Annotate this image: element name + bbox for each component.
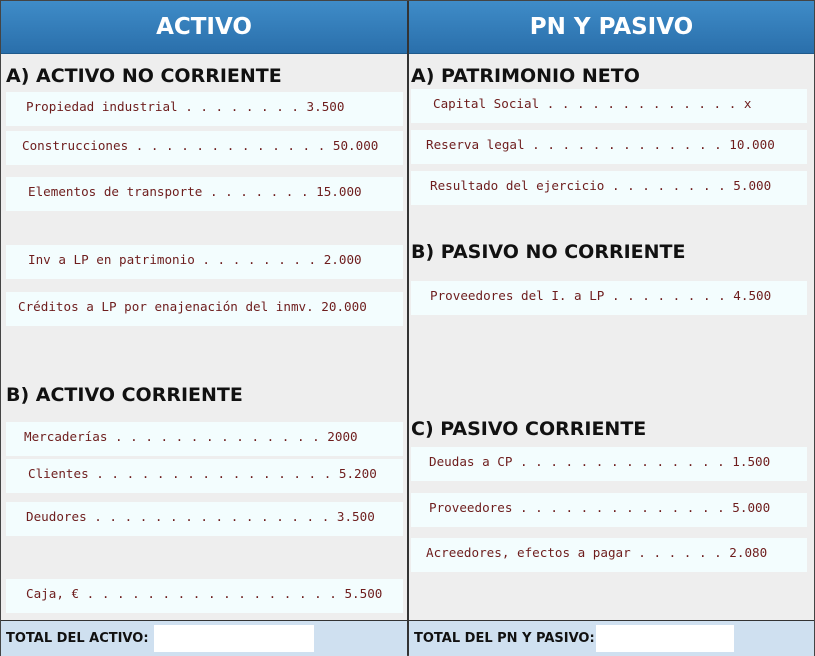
section-patrimonio-neto: A) PATRIMONIO NETO xyxy=(411,65,640,87)
card-deudores[interactable] xyxy=(6,502,403,536)
card-text: Capital Social . . . . . . . . . . . . . x xyxy=(433,95,752,111)
total-pn-pasivo-input[interactable] xyxy=(596,625,734,652)
card-text: Deudores . . . . . . . . . . . . . . . . 3.500 xyxy=(26,508,375,524)
card-proveedores[interactable] xyxy=(411,493,807,527)
card-proveedores-lp[interactable] xyxy=(411,281,807,315)
section-pasivo-no-corriente: B) PASIVO NO CORRIENTE xyxy=(411,241,686,263)
footer-total-activo xyxy=(1,620,407,656)
card-text: Construcciones . . . . . . . . . . . . . 50.000 xyxy=(22,137,379,153)
section-pasivo-corriente: C) PASIVO CORRIENTE xyxy=(411,418,647,440)
card-text: Créditos a LP por enajenación del inmv. 20.000 xyxy=(18,298,367,314)
card-text: Acreedores, efectos a pagar . . . . . . 2.080 xyxy=(426,544,768,560)
header-pn-pasivo-label: PN Y PASIVO xyxy=(529,14,694,40)
card-resultado-ejercicio[interactable] xyxy=(411,171,807,205)
card-reserva-legal[interactable] xyxy=(411,130,807,164)
card-text: Proveedores del I. a LP . . . . . . . . 4.500 xyxy=(430,287,772,303)
card-clientes[interactable] xyxy=(6,459,403,493)
card-text: Deudas a CP . . . . . . . . . . . . . . 1.500 xyxy=(429,453,771,469)
total-activo-label: TOTAL DEL ACTIVO: xyxy=(6,631,149,646)
card-deudas-cp[interactable] xyxy=(411,447,807,481)
card-elementos-de-transporte[interactable] xyxy=(6,177,403,211)
card-text: Clientes . . . . . . . . . . . . . . . . 5.200 xyxy=(28,465,377,481)
card-inv-lp-patrimonio[interactable] xyxy=(6,245,403,279)
card-creditos-lp[interactable] xyxy=(6,292,403,326)
header-pn-pasivo xyxy=(409,1,814,54)
header-activo-label: ACTIVO xyxy=(156,14,252,40)
card-text: Reserva legal . . . . . . . . . . . . . 10.000 xyxy=(426,136,775,152)
card-text: Caja, € . . . . . . . . . . . . . . . . . 5.500 xyxy=(26,585,383,601)
total-activo-input[interactable] xyxy=(154,625,314,652)
section-activo-no-corriente: A) ACTIVO NO CORRIENTE xyxy=(6,65,282,87)
card-text: Elementos de transporte . . . . . . . 15.000 xyxy=(28,183,362,199)
card-capital-social[interactable] xyxy=(411,89,807,123)
card-mercaderias[interactable] xyxy=(6,422,403,456)
card-text: Resultado del ejercicio . . . . . . . . 5.000 xyxy=(430,177,772,193)
header-activo xyxy=(1,1,407,54)
card-text: Proveedores . . . . . . . . . . . . . . 5.000 xyxy=(429,499,771,515)
section-activo-corriente: B) ACTIVO CORRIENTE xyxy=(6,384,243,406)
card-text: Mercaderías . . . . . . . . . . . . . . 2000 xyxy=(24,428,358,444)
card-caja[interactable] xyxy=(6,579,403,613)
footer-total-pn-pasivo xyxy=(409,620,814,656)
column-divider xyxy=(407,1,409,655)
card-text: Propiedad industrial . . . . . . . . 3.500 xyxy=(26,98,345,114)
card-construcciones[interactable] xyxy=(6,131,403,165)
total-pn-pasivo-label: TOTAL DEL PN Y PASIVO: xyxy=(414,631,595,646)
card-acreedores[interactable] xyxy=(411,538,807,572)
card-propiedad-industrial[interactable] xyxy=(6,92,403,126)
card-text: Inv a LP en patrimonio . . . . . . . . 2.000 xyxy=(28,251,362,267)
